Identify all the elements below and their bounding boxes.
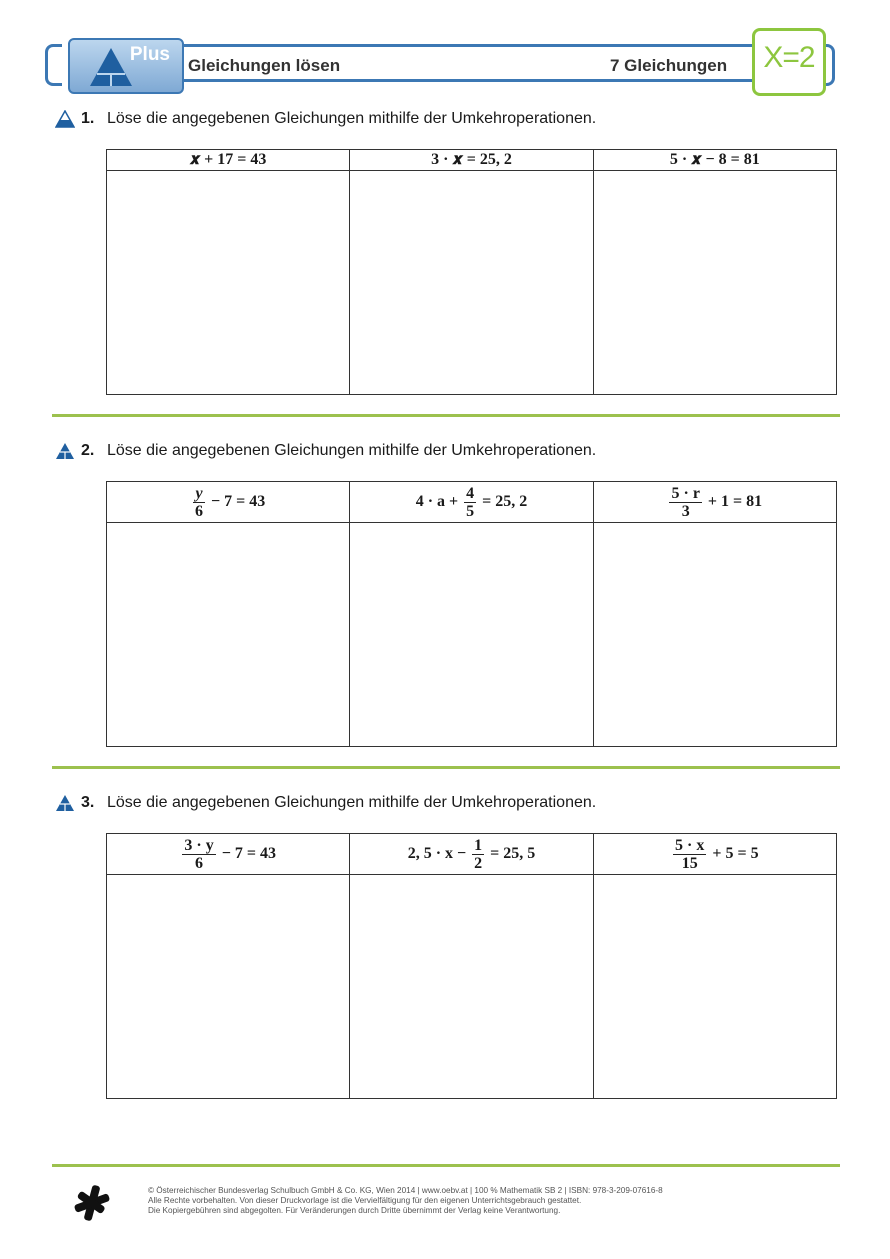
fraction [673,837,706,872]
numerator: 5 · r [671,484,700,502]
answer-area[interactable] [350,523,593,747]
fraction [182,837,215,872]
task-3-table [106,833,837,1099]
equation-cell: 3 · 𝒙 = 25, 2 [350,150,593,171]
equation-cell [107,834,350,875]
equation-rest: = 25, 5 [490,844,536,862]
denominator: 6 [195,854,204,872]
equation-cell [350,834,593,875]
equation-rest: + 5 = 5 [712,844,759,862]
logo-plus-text: Plus [129,44,170,65]
x2-badge [752,28,826,96]
answer-area[interactable] [593,523,836,747]
numerator: y [193,485,205,503]
denominator: 15 [681,854,698,872]
denominator: 6 [195,502,204,520]
answer-area[interactable] [593,875,836,1099]
equation-cell: 5 · 𝒙 − 8 = 81 [593,150,836,171]
copyright-notice [148,1186,663,1216]
task-number: 3. [81,794,95,811]
plus-logo [68,38,184,94]
equation-prefix: 2, 5 · x − [407,844,467,862]
denominator: 2 [474,854,483,872]
answer-area[interactable] [107,171,350,395]
task-instruction: Löse die angegebenen Gleichungen mithilfe der Umkehroperationen. [107,110,597,127]
equation-cell [350,482,593,523]
task-1-heading [55,108,596,130]
equation-prefix: 4 · a + [415,492,459,510]
triangle-filled-icon [55,442,75,460]
section-divider [52,414,840,417]
header-left-bracket [45,44,62,86]
answer-area[interactable] [107,875,350,1099]
fraction [472,837,484,872]
task-instruction: Löse die angegebenen Gleichungen mithilfe der Umkehroperationen. [107,794,597,811]
fraction [193,485,205,520]
footer-line: Die Kopiergebühren sind abgegolten. Für Veränderungen durch Dritte übernimmt der Verlag keine Verantwortung. [148,1206,561,1215]
task-1-table [106,149,837,395]
task-number: 1. [81,110,95,127]
equation-rest: − 7 = 43 [221,844,276,862]
equation-rest: − 7 = 43 [211,492,266,510]
task-instruction: Löse die angegebenen Gleichungen mithilfe der Umkehroperationen. [107,442,597,459]
numerator: 3 · y [184,836,214,854]
triangle-outline-icon [55,110,75,128]
answer-area[interactable] [350,875,593,1099]
task-2-heading [55,440,596,462]
equation-cell [107,482,350,523]
equation-rest: = 25, 2 [482,492,528,510]
fraction [669,485,701,520]
numerator: 5 · x [675,836,705,854]
answer-area[interactable] [350,171,593,395]
footer-line: © Österreichischer Bundesverlag Schulbuch GmbH & Co. KG, Wien 2014 | www.oebv.at | 100 % Mathematik SB 2 | ISBN: 978-3-209-07616-8 [148,1186,663,1195]
denominator: 5 [466,502,475,520]
page-title: Gleichungen lösen [188,56,341,75]
chapter-title: 7 Gleichungen [610,56,728,75]
equation-cell: 𝒙 + 17 = 43 [107,150,350,171]
answer-area[interactable] [593,171,836,395]
publisher-logo-icon [72,1183,112,1223]
equation-rest: + 1 = 81 [707,492,763,510]
task-2-table [106,481,837,747]
footer-divider [52,1164,840,1167]
x2-badge-text: X=2 [763,41,815,74]
answer-area[interactable] [107,523,350,747]
numerator: 4 [466,484,475,502]
numerator: 1 [474,836,483,854]
header-top-line [180,44,760,47]
header-bottom-line [180,79,760,82]
task-number: 2. [81,442,95,459]
triangle-filled-icon [55,794,75,812]
equation-cell [593,834,836,875]
denominator: 3 [681,502,690,520]
equation-cell [593,482,836,523]
fraction [464,485,476,520]
task-3-heading [55,792,596,814]
footer-line: Alle Rechte vorbehalten. Von dieser Druckvorlage ist die Vervielfältigung für den eigenen Unterrichtsgebrauch gestattet. [148,1196,582,1205]
section-divider [52,766,840,769]
